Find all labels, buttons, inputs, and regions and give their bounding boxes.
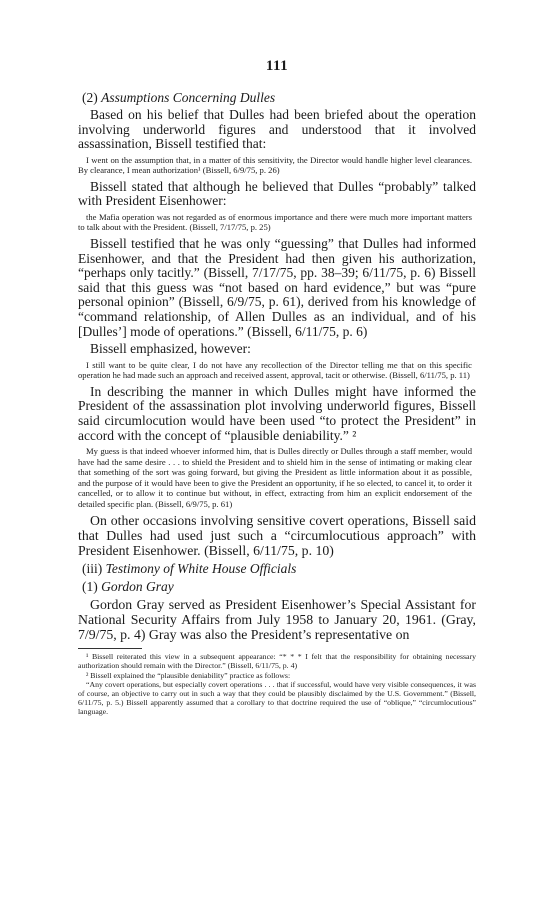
block-quote: I still want to be quite clear, I do not have any recollection of the Director telling me that on this specific operation he had made such an approach and received assent, approval, tacit or otherwise. (Bissell, 6/11/75, p. 11) (78, 359, 472, 381)
paragraph: In describing the manner in which Dulles might have informed the President of the assassination plot involving underworld figures, Bissell said circumlocution would have been used “to protect the President” in accord with the concept of “plausible deniability.” ² (78, 383, 476, 443)
footnote: “Any covert operations, but especially covert operations . . . that if successful, would have very visible consequences, it was of course, an objective to carry out in such a way that they could be plausibly disclaimed by the U.S. Government.” (Bissell, 6/11/75, p. 5.) Bissell apparently assumed that a corollary to that doctrine required the use of “oblique,” “circumlocutious” language. (78, 679, 476, 717)
page-number: 111 (265, 58, 289, 74)
section-heading-assumptions: (2) Assumptions Concerning Dulles (82, 90, 276, 105)
footnote-divider (78, 648, 142, 649)
paragraph: Based on his belief that Dulles had been briefed about the operation involving underworld figures and understood that it involved assassination, Bissell testified that: (78, 107, 476, 152)
paragraph: Bissell stated that although he believed that Dulles “probably” talked with President Eisenhower: (78, 178, 476, 209)
paragraph: Bissell emphasized, however: (90, 341, 251, 357)
block-quote: My guess is that indeed whoever informed him, that is Dulles directly or Dulles through a staff member, would have had the same desire . . . to shield the President and to shield him in the sense of intimating or making clear that something of the sort was going forward, but giving the President as little information about it as possible, and the purpose of it would have been to give the President an opportunity, if he so elected, to cancel it, to order it cancelled, or to allow it to continue but without, in effect, extracting from him an explicit endorsement of the detailed specific plan. (Bissell, 6/9/75, p. 61) (78, 446, 472, 509)
block-quote: the Mafia operation was not regarded as of enormous importance and there were much more important matters to talk about with the President. (Bissell, 7/17/75, p. 25) (78, 211, 472, 233)
footnote: ¹ Bissell reiterated this view in a subsequent appearance: “* * * I felt that the responsibility for obtaining necessary authorization should remain with the Director.” (Bissell, 6/11/75, p. 4) (78, 652, 476, 671)
paragraph: On other occasions involving sensitive covert operations, Bissell said that Dulles had used just such a “circumlocutious approach” with President Eisenhower. (Bissell, 6/11/75, p. 10) (78, 513, 476, 559)
footnote: ² Bissell explained the “plausible deniability” practice as follows: (86, 670, 291, 680)
block-quote: I went on the assumption that, in a matter of this sensitivity, the Director would handle higher level clearances. By clearance, I mean authorization¹ (Bissell, 6/9/75, p. 26) (78, 154, 472, 176)
paragraph: Gordon Gray served as President Eisenhower’s Special Assistant for National Security Affairs from July 1958 to January 20, 1961. (Gray, 7/9/75, p. 4) Gray was also the President’s representative on (78, 597, 476, 643)
paragraph: Bissell testified that he was only “guessing” that Dulles had informed Eisenhower, and that the President had then given his authorization, “perhaps only tacitly.” (Bissell, 7/17/75, pp. 38–39; 6/11/75, p. 6) Bissell said that this guess was “not based on hard evidence,” but was “pure personal opinion” (Bissell, 6/9/75, p. 61), derived from his knowledge of “command relationship, of Allen Dulles as an individual, and of his [Dulles’] mode of operations.” (Bissell, 6/11/75, p. 6) (78, 235, 476, 339)
subsection-heading-gray: (1) Gordon Gray (82, 579, 174, 595)
section-heading-white-house: (iii) Testimony of White House Officials (82, 561, 297, 577)
document-page (78, 58, 476, 717)
